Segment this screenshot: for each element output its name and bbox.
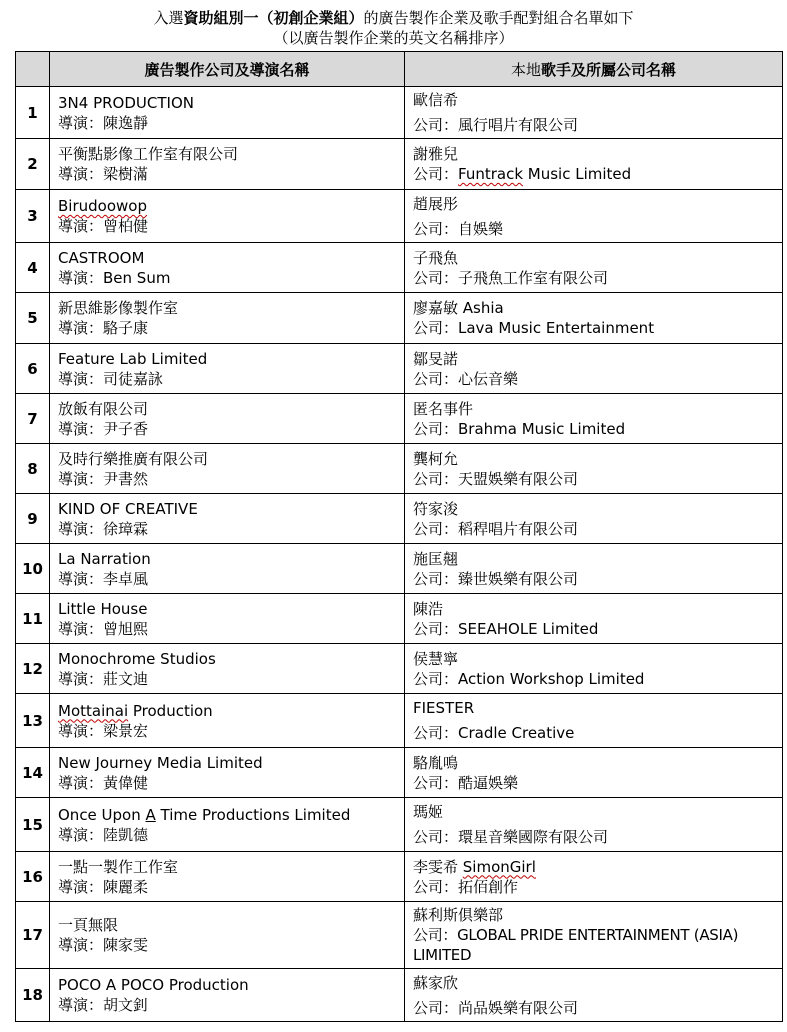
- director-name: 導演：司徒嘉詠: [58, 369, 164, 388]
- singer-company: 公司：酷逼娛樂: [413, 773, 519, 792]
- company-cell: [50, 243, 405, 293]
- singer-company: 公司：臻世娛樂有限公司: [413, 569, 579, 588]
- director-name: 導演：李卓風: [58, 569, 149, 588]
- director-name: 導演：駱子康: [58, 319, 149, 337]
- singer-name: 龔柯允: [413, 449, 459, 468]
- company-cell: [50, 694, 405, 748]
- row-number: 6: [16, 344, 50, 394]
- table-row: [16, 243, 783, 293]
- header-company: 廣告製作公司及導演名稱: [50, 52, 405, 87]
- company-cell: [50, 902, 405, 969]
- singer-company: 公司：Funtrack Music Limited: [413, 165, 632, 183]
- row-number: 18: [16, 969, 50, 1022]
- pairing-table: [15, 51, 783, 1022]
- director-name: 導演：陳逸靜: [58, 113, 149, 132]
- singer-company: 公司：環星音樂國際有限公司: [413, 828, 609, 846]
- singer-cell: [405, 243, 783, 293]
- singer-name: 陳浩: [413, 599, 444, 618]
- header-singer: 本地歌手及所屬公司名稱: [405, 52, 783, 87]
- singer-cell: [405, 394, 783, 444]
- singer-company: 公司：GLOBAL PRIDE ENTERTAINMENT (ASIA) LIMITED: [413, 926, 739, 964]
- director-name: 導演：陸凱德: [58, 825, 149, 844]
- company-name: Birudoowop: [58, 197, 147, 215]
- table-row: [16, 969, 783, 1022]
- company-name: 新思維影像製作室: [58, 299, 179, 317]
- table-row: [16, 293, 783, 344]
- director-name: 導演：曾柏健: [58, 217, 149, 235]
- singer-name: 符家浚: [413, 499, 459, 518]
- company-cell: [50, 87, 405, 139]
- row-number: 16: [16, 852, 50, 902]
- table-row: [16, 544, 783, 594]
- singer-name: 歐信希: [413, 91, 459, 109]
- row-number: 9: [16, 494, 50, 544]
- row-number: 15: [16, 798, 50, 852]
- row-number: 13: [16, 694, 50, 748]
- row-number: 12: [16, 644, 50, 694]
- company-name: La Narration: [58, 549, 151, 568]
- singer-company: 公司：風行唱片有限公司: [413, 116, 579, 134]
- table-row: [16, 748, 783, 798]
- singer-company: 公司：心伝音樂: [413, 369, 519, 388]
- singer-cell: [405, 852, 783, 902]
- company-cell: [50, 644, 405, 694]
- company-name: New Journey Media Limited: [58, 753, 263, 772]
- company-name: POCO A POCO Production: [58, 976, 249, 994]
- director-name: 導演：梁景宏: [58, 721, 149, 740]
- singer-name: FIESTER: [413, 699, 475, 717]
- table-row: [16, 902, 783, 969]
- row-number: 2: [16, 139, 50, 190]
- singer-cell: [405, 594, 783, 644]
- company-cell: [50, 798, 405, 852]
- singer-name: 蘇家欣: [413, 973, 459, 992]
- table-row: [16, 594, 783, 644]
- table-row: [16, 852, 783, 902]
- singer-cell: [405, 694, 783, 748]
- company-cell: [50, 344, 405, 394]
- company-cell: [50, 544, 405, 594]
- singer-cell: [405, 139, 783, 190]
- row-number: 10: [16, 544, 50, 594]
- table-row: [16, 694, 783, 748]
- company-cell: [50, 594, 405, 644]
- singer-company: 公司：SEEAHOLE Limited: [413, 619, 599, 638]
- company-cell: [50, 293, 405, 344]
- singer-company: 公司：自娛樂: [413, 219, 504, 238]
- singer-name: 李雯希 SimonGirl: [413, 857, 536, 876]
- company-cell: [50, 190, 405, 243]
- company-cell: [50, 969, 405, 1022]
- company-name: 一頁無限: [58, 916, 119, 934]
- row-number: 5: [16, 293, 50, 344]
- company-name: Little House: [58, 599, 148, 618]
- row-number: 11: [16, 594, 50, 644]
- table-row: [16, 798, 783, 852]
- singer-name: 謝雅兒: [413, 145, 459, 163]
- singer-cell: [405, 544, 783, 594]
- director-name: 導演：陳家雯: [58, 936, 149, 954]
- company-cell: [50, 139, 405, 190]
- singer-cell: [405, 494, 783, 544]
- title-suffix: 的廣告製作企業及歌手配對組合名單如下: [363, 9, 634, 27]
- company-name: Monochrome Studios: [58, 649, 216, 668]
- company-name: 放飯有限公司: [58, 399, 149, 418]
- director-name: 導演：尹書然: [58, 469, 149, 488]
- row-number: 8: [16, 444, 50, 494]
- header-row: [16, 52, 783, 87]
- company-name: Once Upon A Time Productions Limited: [58, 805, 351, 824]
- singer-name: 瑪姬: [413, 803, 444, 821]
- singer-name: 子飛魚: [413, 248, 459, 267]
- singer-cell: [405, 902, 783, 969]
- singer-name: 侯慧寧: [413, 649, 459, 668]
- singer-cell: [405, 444, 783, 494]
- company-name: Feature Lab Limited: [58, 349, 208, 368]
- director-name: 導演：曾旭熙: [58, 619, 149, 638]
- document-subtitle: （以廣告製作企業的英文名稱排序）: [273, 29, 514, 47]
- company-cell: [50, 394, 405, 444]
- table-row: [16, 87, 783, 139]
- singer-company: 公司：天盟娛樂有限公司: [413, 469, 579, 488]
- singer-company: 公司：子飛魚工作室有限公司: [413, 268, 609, 287]
- row-number: 4: [16, 243, 50, 293]
- singer-cell: [405, 969, 783, 1022]
- company-cell: [50, 494, 405, 544]
- director-name: 導演：尹子香: [58, 419, 149, 438]
- singer-cell: [405, 293, 783, 344]
- singer-company: 公司：稻稈唱片有限公司: [413, 519, 579, 538]
- singer-cell: [405, 344, 783, 394]
- company-name: 3N4 PRODUCTION: [58, 93, 194, 112]
- singer-name: 蘇利斯俱樂部: [413, 906, 504, 924]
- row-number: 7: [16, 394, 50, 444]
- company-name: 一點一製作工作室: [58, 857, 179, 876]
- director-name: 導演：梁樹滿: [58, 165, 149, 183]
- table-row: [16, 344, 783, 394]
- singer-cell: [405, 87, 783, 139]
- company-cell: [50, 444, 405, 494]
- company-cell: [50, 748, 405, 798]
- table-row: [16, 644, 783, 694]
- director-name: 導演：黃偉健: [58, 773, 149, 792]
- table-row: [16, 494, 783, 544]
- company-name: 及時行樂推廣有限公司: [58, 449, 209, 468]
- singer-company: 公司：Cradle Creative: [413, 724, 575, 742]
- company-cell: [50, 852, 405, 902]
- director-name: 導演：莊文迪: [58, 669, 149, 688]
- row-number: 17: [16, 902, 50, 969]
- director-name: 導演：Ben Sum: [58, 268, 171, 287]
- singer-cell: [405, 644, 783, 694]
- title-bold: 資助組別一（初創企業組）: [183, 9, 364, 27]
- singer-name: 趙展彤: [413, 194, 459, 213]
- table-row: [16, 139, 783, 190]
- company-name: Mottainai Production: [58, 701, 213, 720]
- row-number: 3: [16, 190, 50, 243]
- singer-name: 鄒旻諾: [413, 349, 459, 368]
- singer-name: 駱胤鳴: [413, 753, 459, 772]
- director-name: 導演：陳麗柔: [58, 877, 149, 896]
- company-name: KIND OF CREATIVE: [58, 499, 198, 518]
- row-number: 14: [16, 748, 50, 798]
- title-prefix: 入選: [153, 9, 184, 27]
- singer-company: 公司：拓佰創作: [413, 877, 519, 896]
- singer-name: 施匡翹: [413, 549, 459, 568]
- singer-name: 匿名事件: [413, 399, 474, 418]
- singer-cell: [405, 190, 783, 243]
- singer-company: 公司：Brahma Music Limited: [413, 419, 626, 438]
- singer-company: 公司：尚品娛樂有限公司: [413, 998, 579, 1017]
- director-name: 導演：徐璋霖: [58, 519, 149, 538]
- singer-cell: [405, 798, 783, 852]
- document-title: [0, 8, 787, 28]
- singer-company: 公司：Action Workshop Limited: [413, 669, 645, 688]
- singer-company: 公司：Lava Music Entertainment: [413, 319, 655, 337]
- singer-name: 廖嘉敏 Ashia: [413, 299, 504, 317]
- table-row: [16, 394, 783, 444]
- company-name: CASTROOM: [58, 248, 145, 267]
- table-row: [16, 444, 783, 494]
- table-row: [16, 190, 783, 243]
- header-number: [16, 52, 50, 87]
- row-number: 1: [16, 87, 50, 139]
- company-name: 平衡點影像工作室有限公司: [58, 145, 239, 163]
- singer-cell: [405, 748, 783, 798]
- director-name: 導演：胡文釗: [58, 996, 149, 1014]
